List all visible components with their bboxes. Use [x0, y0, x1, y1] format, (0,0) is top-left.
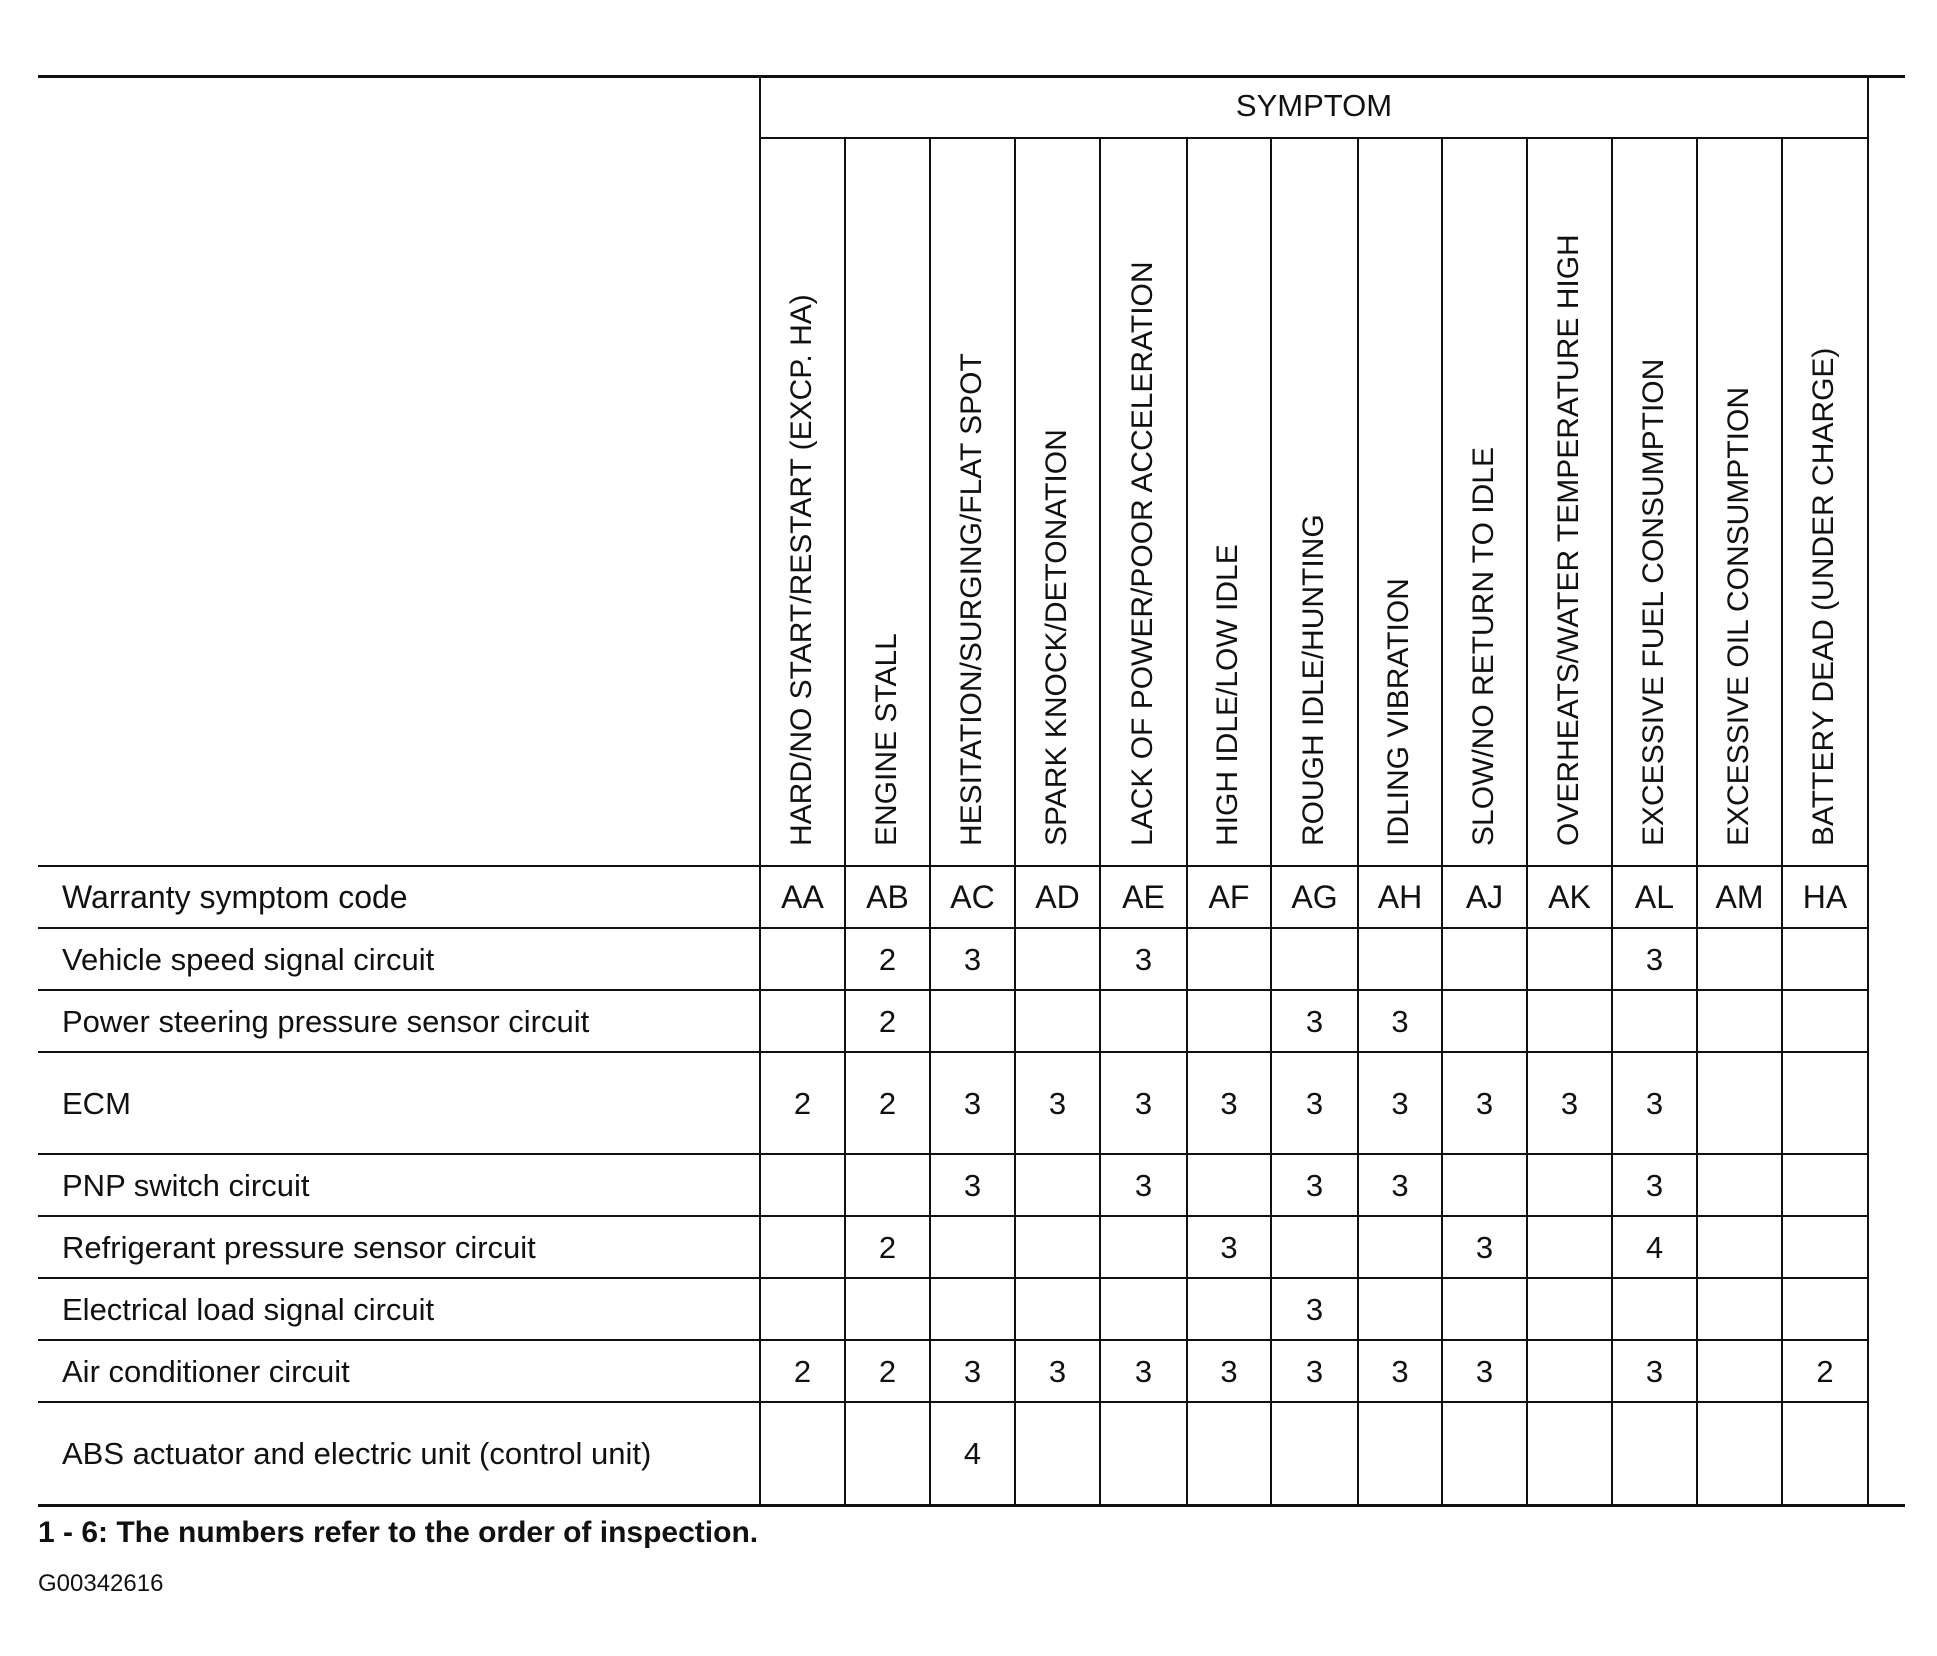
row-label: Air conditioner circuit	[62, 1353, 350, 1389]
symptom-column-header: BATTERY DEAD (UNDER CHARGE)	[1807, 347, 1840, 846]
inspection-order-cell: 4	[1645, 1229, 1664, 1265]
inspection-order-cell: 3	[1645, 1085, 1664, 1121]
symptom-code-cell: HA	[1802, 879, 1848, 915]
inspection-order-cell: 4	[963, 1436, 982, 1471]
symptom-code-cell: AC	[950, 879, 995, 915]
row-label: ABS actuator and electric unit (control unit)	[62, 1436, 652, 1471]
inspection-order-cell: 2	[878, 1085, 897, 1121]
symptom-code-cell: AH	[1377, 879, 1423, 915]
grid-line-vertical	[929, 138, 931, 1505]
grid-line-vertical	[1781, 138, 1783, 1505]
inspection-order-cell: 2	[878, 1353, 897, 1389]
symptom-column-header: EXCESSIVE OIL CONSUMPTION	[1721, 387, 1755, 846]
grid-line-vertical	[1186, 138, 1188, 1505]
symptom-column-header: HIGH IDLE/LOW IDLE	[1211, 544, 1244, 846]
inspection-order-cell: 2	[878, 941, 897, 977]
symptom-code-cell: AE	[1122, 879, 1165, 915]
inspection-order-cell: 3	[1220, 1229, 1238, 1265]
inspection-order-cell: 2	[878, 1003, 897, 1039]
inspection-order-cell: 3	[1134, 1167, 1153, 1203]
symptom-column-header: HESITATION/SURGING/FLAT SPOT	[954, 353, 988, 846]
grid-line-vertical	[1696, 138, 1698, 1505]
symptom-header-title: SYMPTOM	[1235, 88, 1393, 123]
inspection-order-cell: 2	[793, 1085, 812, 1121]
symptom-column-header: IDLING VIBRATION	[1382, 578, 1415, 846]
inspection-order-cell: 3	[1134, 1353, 1153, 1389]
inspection-order-cell: 3	[1048, 1085, 1067, 1121]
symptom-column-header: HARD/NO START/RESTART (EXCP. HA)	[784, 294, 818, 846]
inspection-order-cell: 3	[1220, 1353, 1238, 1389]
symptom-code-cell: AA	[781, 879, 824, 915]
symptom-code-cell: AK	[1548, 879, 1591, 915]
symptom-code-cell: AG	[1291, 879, 1338, 915]
code-row-label: Warranty symptom code	[62, 879, 408, 915]
figure-id: G00342616	[38, 1570, 164, 1597]
symptom-code-cell: AJ	[1465, 879, 1504, 915]
grid-line-vertical	[1441, 138, 1443, 1505]
grid-line-horizontal	[760, 137, 1868, 139]
inspection-order-cell: 3	[963, 941, 982, 977]
symptom-column-header: OVERHEATS/WATER TEMPERATURE HIGH	[1551, 234, 1585, 846]
symptom-column-header: ROUGH IDLE/HUNTING	[1296, 514, 1330, 846]
symptom-code-cell: AB	[866, 879, 909, 915]
inspection-order-cell: 3	[963, 1167, 982, 1203]
grid-line-horizontal	[38, 75, 1905, 78]
inspection-order-cell: 3	[1305, 1353, 1324, 1389]
inspection-order-cell: 3	[1645, 1167, 1664, 1203]
inspection-order-cell: 3	[963, 1353, 982, 1389]
grid-line-vertical	[759, 76, 761, 1505]
grid-line-vertical	[1867, 76, 1869, 1505]
inspection-order-cell: 3	[1560, 1085, 1579, 1121]
symptom-column-header: LACK OF POWER/POOR ACCELERATION	[1125, 261, 1159, 846]
row-label: ECM	[62, 1085, 131, 1121]
inspection-order-cell: 3	[1391, 1167, 1409, 1203]
inspection-order-cell: 3	[1134, 1085, 1153, 1121]
inspection-order-cell: 3	[1048, 1353, 1067, 1389]
grid-line-vertical	[1611, 138, 1613, 1505]
row-label: Vehicle speed signal circuit	[62, 941, 435, 977]
inspection-order-cell: 3	[1645, 941, 1664, 977]
row-label: PNP switch circuit	[62, 1167, 310, 1203]
inspection-order-cell: 2	[793, 1353, 812, 1389]
symptom-column-header: SPARK KNOCK/DETONATION	[1039, 429, 1073, 846]
inspection-order-cell: 3	[1305, 1003, 1324, 1039]
row-label: Refrigerant pressure sensor circuit	[62, 1229, 536, 1265]
footnote: 1 - 6: The numbers refer to the order of inspection.	[38, 1516, 759, 1549]
row-label: Power steering pressure sensor circuit	[62, 1003, 590, 1039]
inspection-order-cell: 3	[1305, 1085, 1324, 1121]
grid-line-vertical	[844, 138, 846, 1505]
grid-line-vertical	[1526, 138, 1528, 1505]
symptom-code-cell: AM	[1715, 879, 1764, 915]
inspection-order-cell: 3	[1391, 1085, 1409, 1121]
inspection-order-cell: 3	[1475, 1353, 1494, 1389]
symptom-code-cell: AL	[1634, 879, 1675, 915]
symptom-code-cell: AF	[1208, 879, 1250, 915]
inspection-order-cell: 3	[1391, 1003, 1409, 1039]
symptom-column-header: ENGINE STALL	[869, 633, 903, 846]
symptom-code-cell: AD	[1035, 879, 1080, 915]
inspection-order-cell: 3	[1475, 1229, 1494, 1265]
inspection-order-cell: 3	[1220, 1085, 1238, 1121]
inspection-order-cell: 3	[1305, 1167, 1324, 1203]
grid-line-vertical	[1099, 138, 1101, 1505]
inspection-order-cell: 3	[1645, 1353, 1664, 1389]
inspection-order-cell: 2	[1816, 1353, 1834, 1389]
inspection-order-cell: 3	[963, 1085, 982, 1121]
inspection-order-cell: 3	[1475, 1085, 1494, 1121]
inspection-order-cell: 3	[1391, 1353, 1409, 1389]
inspection-order-cell: 3	[1305, 1291, 1324, 1327]
symptom-column-header: EXCESSIVE FUEL CONSUMPTION	[1636, 358, 1670, 846]
inspection-order-cell: 2	[878, 1229, 897, 1265]
row-label: Electrical load signal circuit	[62, 1291, 435, 1327]
grid-line-vertical	[1014, 138, 1016, 1505]
inspection-order-cell: 3	[1134, 941, 1153, 977]
symptom-column-header: SLOW/NO RETURN TO IDLE	[1466, 447, 1500, 846]
